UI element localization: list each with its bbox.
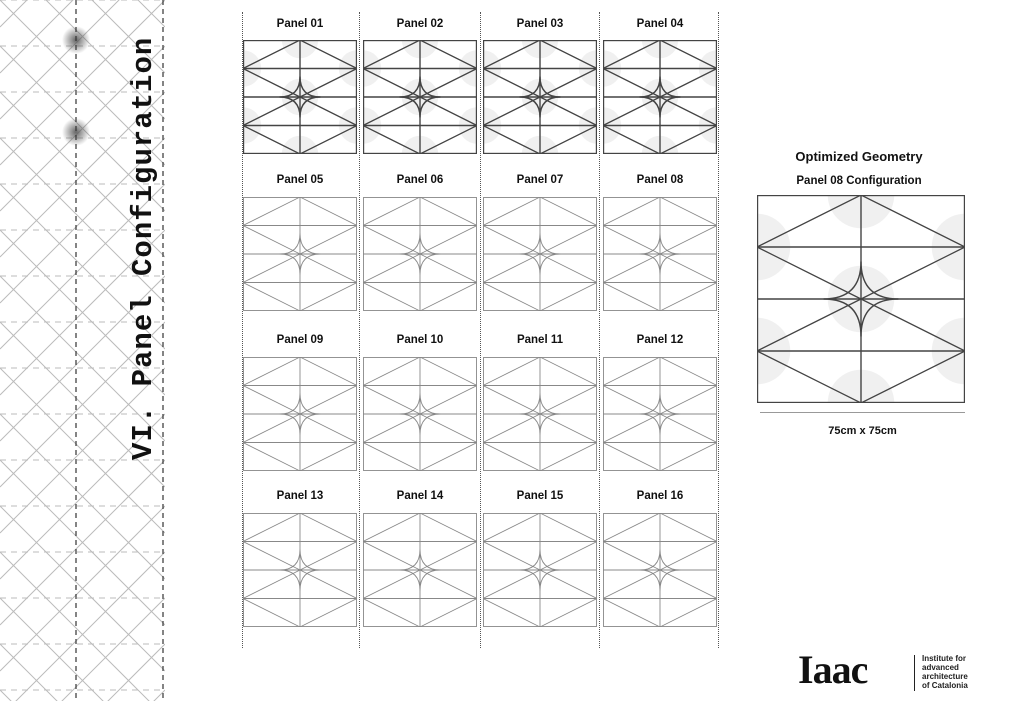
panel-label: Panel 16 [636, 490, 684, 502]
panel-label: Panel 15 [516, 490, 564, 502]
panel-label: Panel 04 [636, 18, 684, 30]
optimized-subtitle: Panel 08 Configuration [796, 175, 922, 187]
panel-drawing [363, 197, 477, 311]
panel-drawing [363, 40, 477, 154]
panel-drawing [363, 513, 477, 627]
panel-drawing [603, 197, 717, 311]
column-divider [718, 12, 719, 648]
panel-drawing [363, 357, 477, 471]
column-divider [480, 12, 481, 648]
logo-text-line: architecture [922, 672, 968, 681]
panel-label: Panel 02 [396, 18, 444, 30]
logo-text-line: Institute for [922, 654, 966, 663]
column-divider [359, 12, 360, 648]
column-divider [599, 12, 600, 648]
panel-label: Panel 13 [276, 490, 324, 502]
panel-label: Panel 12 [636, 334, 684, 346]
panel-label: Panel 01 [276, 18, 324, 30]
panel-label: Panel 10 [396, 334, 444, 346]
panel-drawing [243, 513, 357, 627]
dimension-label: 75cm x 75cm [828, 425, 897, 437]
panel-drawing [483, 357, 597, 471]
panel-label: Panel 09 [276, 334, 324, 346]
iaac-logo: Iaac [798, 647, 868, 692]
panel-label: Panel 06 [396, 174, 444, 186]
panel-label: Panel 05 [276, 174, 324, 186]
panel-label: Panel 03 [516, 18, 564, 30]
optimized-title: Optimized Geometry [795, 149, 923, 164]
panel-drawing [483, 40, 597, 154]
panel-drawing [603, 40, 717, 154]
panel-drawing [603, 357, 717, 471]
optimized-panel-drawing [757, 195, 965, 403]
logo-divider [914, 655, 915, 691]
logo-text-line: of Catalonia [922, 681, 968, 690]
panel-label: Panel 14 [396, 490, 444, 502]
panel-drawing [243, 197, 357, 311]
panel-label: Panel 11 [516, 334, 564, 346]
panel-drawing [243, 357, 357, 471]
logo-text-line: advanced [922, 663, 959, 672]
section-title: VI. Panel Configuration [127, 36, 160, 460]
panel-label: Panel 07 [516, 174, 564, 186]
logo-text [922, 654, 1002, 690]
panel-drawing [483, 513, 597, 627]
panel-drawing [603, 513, 717, 627]
panel-label: Panel 08 [636, 174, 684, 186]
panel-drawing [483, 197, 597, 311]
dimension-line [760, 412, 965, 413]
panel-drawing [243, 40, 357, 154]
